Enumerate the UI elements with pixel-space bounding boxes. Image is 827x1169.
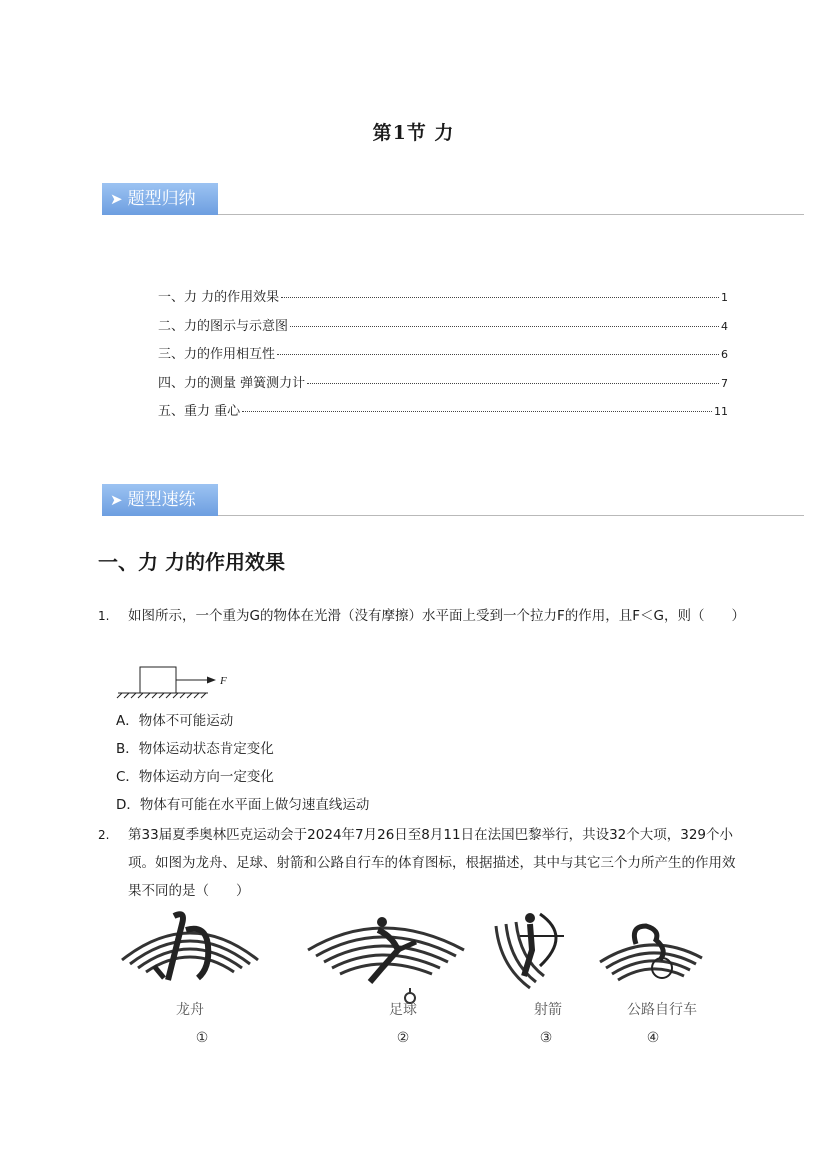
block — [140, 667, 176, 693]
question-1 — [98, 602, 748, 630]
bicycle-icon — [600, 926, 702, 980]
football-icon — [308, 917, 464, 1003]
dragon-boat-icon — [122, 914, 258, 980]
banner-label: 题型速练 — [127, 490, 196, 510]
section-banner-practice — [102, 484, 804, 518]
olympic-pictograms — [116, 906, 716, 1056]
sport-number: ② — [396, 1030, 410, 1046]
question-number: 2. — [98, 828, 110, 842]
arrow-right-icon: ➤ — [110, 491, 123, 509]
ground-hatching — [117, 693, 206, 698]
toc-item[interactable]: 五、重力 重心 11 — [158, 404, 728, 419]
force-diagram — [116, 664, 241, 700]
banner-label: 题型归纳 — [127, 189, 196, 209]
sport-number: ③ — [539, 1030, 553, 1046]
section-banner-summary — [102, 183, 804, 217]
arrow-right-icon: ➤ — [110, 190, 123, 208]
archery-icon — [496, 913, 564, 988]
question-text: 如图所示，一个重为G的物体在光滑（没有摩擦）水平面上受到一个拉力F的作用，且F＜G，则（ ） — [128, 608, 745, 624]
arrow-head-icon — [207, 677, 216, 684]
sport-label: 射箭 — [534, 1002, 562, 1018]
sport-number: ④ — [646, 1030, 660, 1046]
option-b[interactable]: B．物体运动状态肯定变化 — [116, 741, 274, 757]
toc-item[interactable]: 三、力的作用相互性 6 — [158, 347, 728, 362]
section-heading: 一、力 力的作用效果 — [98, 550, 285, 574]
table-of-contents — [158, 286, 728, 429]
question-text: 第33届夏季奥林匹克运动会于2024年7月26日至8月11日在法国巴黎举行，共设32个大项，329个小项。如图为龙舟、足球、射箭和公路自行车的体育图标，根据描述，其中与其它三个力所产生的作用效果不同的是（ ） — [128, 827, 736, 899]
sport-label: 龙舟 — [176, 1002, 204, 1018]
toc-item[interactable]: 四、力的测量 弹簧测力计 7 — [158, 375, 728, 391]
sport-label: 足球 — [389, 1002, 417, 1018]
force-label: F — [220, 675, 227, 687]
option-c[interactable]: C．物体运动方向一定变化 — [116, 769, 274, 785]
divider — [218, 515, 804, 516]
question-number: 1. — [98, 609, 110, 623]
question-2 — [98, 821, 748, 905]
option-d[interactable]: D．物体有可能在水平面上做匀速直线运动 — [116, 797, 370, 813]
divider — [218, 214, 804, 215]
sport-number: ① — [195, 1030, 209, 1046]
toc-item[interactable]: 一、力 力的作用效果 1 — [158, 290, 728, 305]
option-a[interactable]: A．物体不可能运动 — [116, 713, 234, 729]
page-title: 第1节 力 — [372, 122, 455, 144]
toc-item[interactable]: 二、力的图示与示意图 4 — [158, 318, 728, 334]
sport-label: 公路自行车 — [627, 1002, 697, 1018]
